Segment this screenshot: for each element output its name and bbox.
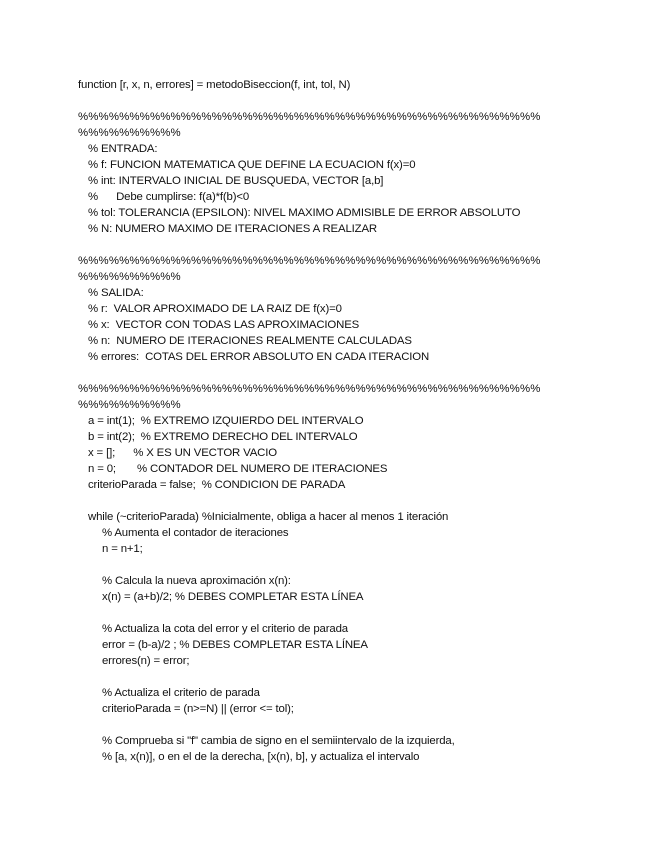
loop-line: % Actualiza la cota del error y el criterio de parada	[102, 623, 348, 635]
blank-line	[78, 237, 578, 253]
blank-line	[78, 93, 578, 109]
init-line: x = []; % X ES UN VECTOR VACIO	[88, 447, 277, 459]
blank-line	[78, 557, 578, 573]
loop-line: criterioParada = (n>=N) || (error <= tol);	[102, 703, 294, 715]
loop-line: % Actualiza el criterio de parada	[102, 687, 260, 699]
separator-line: %%%%%%%%%%%%%%%%%%%%%%%%%%%%%%%%%%%%%%%%%%%%%	[78, 111, 541, 123]
init-line: n = 0; % CONTADOR DEL NUMERO DE ITERACIONES	[88, 463, 388, 475]
blank-line	[78, 365, 578, 381]
while-line: while (~criterioParada) %Inicialmente, obliga a hacer al menos 1 iteración	[88, 511, 449, 523]
loop-line: % [a, x(n)], o en el de la derecha, [x(n), b], y actualiza el intervalo	[102, 751, 420, 763]
loop-line: errores(n) = error;	[102, 655, 190, 667]
blank-line	[78, 605, 578, 621]
loop-line: % Calcula la nueva aproximación x(n):	[102, 575, 291, 587]
entrada-line: % N: NUMERO MAXIMO DE ITERACIONES A REALIZAR	[88, 223, 377, 235]
salida-title: % SALIDA:	[88, 287, 144, 299]
init-line: b = int(2); % EXTREMO DERECHO DEL INTERVALO	[88, 431, 358, 443]
entrada-line: % int: INTERVALO INICIAL DE BUSQUEDA, VECTOR [a,b]	[88, 175, 384, 187]
blank-line	[78, 493, 578, 509]
loop-line: error = (b-a)/2 ; % DEBES COMPLETAR ESTA LÍNEA	[102, 639, 368, 651]
entrada-line: % Debe cumplirse: f(a)*f(b)<0	[88, 191, 250, 203]
salida-line: % r: VALOR APROXIMADO DE LA RAIZ DE f(x)=0	[88, 303, 342, 315]
loop-line: x(n) = (a+b)/2; % DEBES COMPLETAR ESTA LÍNEA	[102, 591, 364, 603]
loop-line: n = n+1;	[102, 543, 143, 555]
salida-line: % x: VECTOR CON TODAS LAS APROXIMACIONES	[88, 319, 360, 331]
entrada-line: % tol: TOLERANCIA (EPSILON): NIVEL MAXIMO ADMISIBLE DE ERROR ABSOLUTO	[88, 207, 521, 219]
init-line: a = int(1); % EXTREMO IZQUIERDO DEL INTERVALO	[88, 415, 364, 427]
separator-line: %%%%%%%%%%%%%%%%%%%%%%%%%%%%%%%%%%%%%%%%%%%%%	[78, 383, 541, 395]
entrada-line: % f: FUNCION MATEMATICA QUE DEFINE LA ECUACION f(x)=0	[88, 159, 416, 171]
code-listing	[78, 77, 578, 765]
separator-line-wrap: %%%%%%%%%%	[78, 271, 181, 283]
blank-line	[78, 669, 578, 685]
blank-line	[78, 717, 578, 733]
entrada-title: % ENTRADA:	[88, 143, 158, 155]
loop-line: % Aumenta el contador de iteraciones	[102, 527, 289, 539]
init-line: criterioParada = false; % CONDICION DE PARADA	[88, 479, 346, 491]
separator-line-wrap: %%%%%%%%%%	[78, 399, 181, 411]
separator-line-wrap: %%%%%%%%%%	[78, 127, 181, 139]
separator-line: %%%%%%%%%%%%%%%%%%%%%%%%%%%%%%%%%%%%%%%%%%%%%	[78, 255, 541, 267]
salida-line: % n: NUMERO DE ITERACIONES REALMENTE CALCULADAS	[88, 335, 412, 347]
loop-line: % Comprueba si "f" cambia de signo en el semiintervalo de la izquierda,	[102, 735, 455, 747]
salida-line: % errores: COTAS DEL ERROR ABSOLUTO EN CADA ITERACION	[88, 351, 430, 363]
function-signature: function [r, x, n, errores] = metodoBiseccion(f, int, tol, N)	[78, 79, 351, 91]
